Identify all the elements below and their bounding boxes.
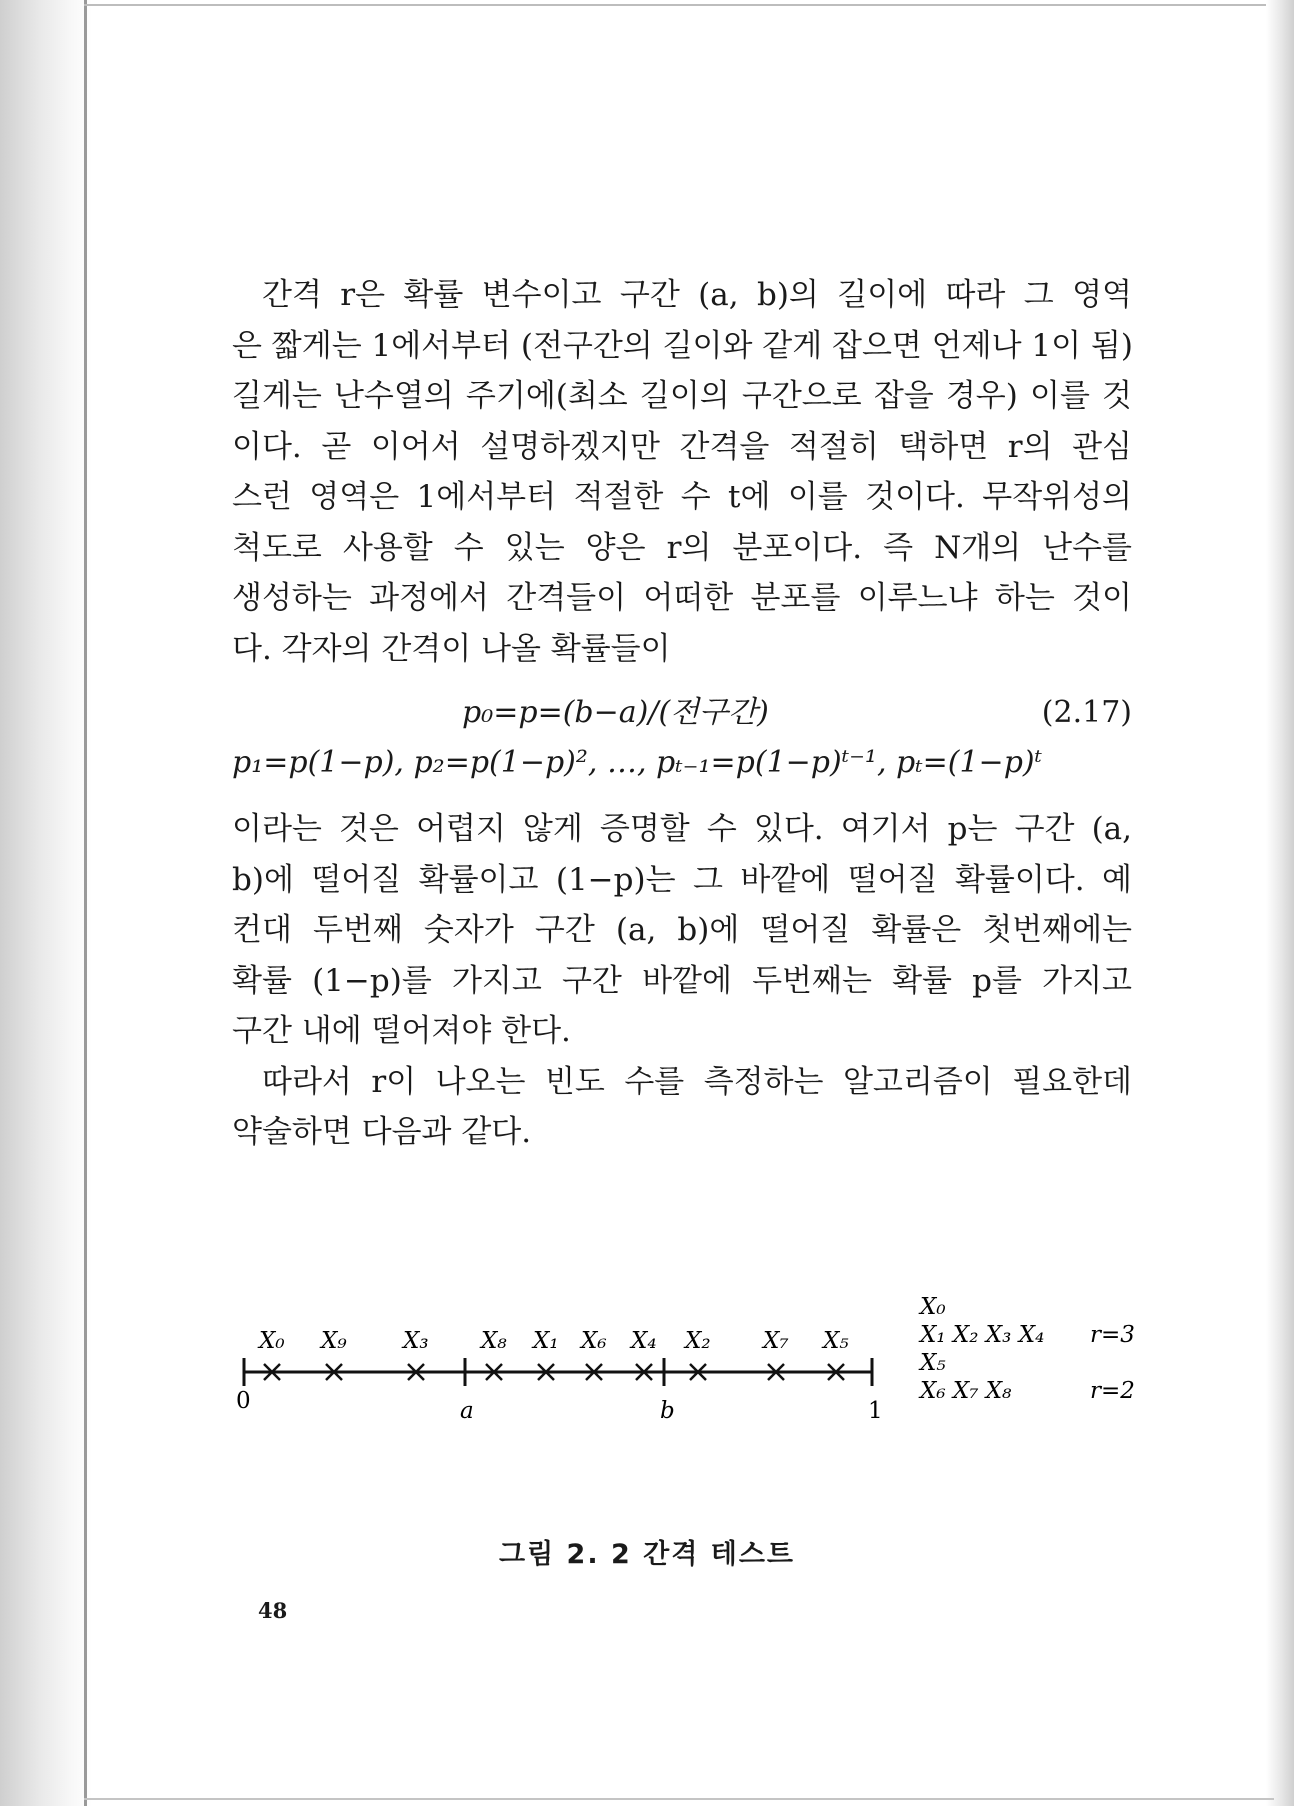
paragraph-2 xyxy=(232,804,1132,1057)
point-label-7: X₂ xyxy=(685,1328,711,1354)
axis-label-a: a xyxy=(460,1398,474,1424)
axis-label-b: b xyxy=(660,1398,675,1424)
page-top-edge xyxy=(84,4,1274,6)
text-line: 컨대 두번째 숫자가 구간 (a, b)에 떨어질 확률은 첫번째에는 xyxy=(232,912,1132,948)
page-number: 48 xyxy=(258,1598,288,1623)
figure-caption: 그림 2. 2 간격 테스트 xyxy=(498,1539,795,1570)
equation-line-1 xyxy=(232,688,1132,738)
equation-2-17 xyxy=(232,688,1132,796)
text-line: 척도로 사용할 수 있는 양은 r의 분포이다. 즉 N개의 난수를 xyxy=(232,529,1132,566)
group-r-1: r=3 xyxy=(1090,1322,1135,1348)
group-r-3: r=2 xyxy=(1090,1378,1135,1404)
point-labels xyxy=(257,1328,849,1354)
text-line: 은 짧게는 1에서부터 (전구간의 길이와 같게 잡으면 언제나 1이 됨) xyxy=(232,327,1133,364)
gap-test-figure xyxy=(232,1290,1152,1450)
point-label-1: X₉ xyxy=(321,1328,347,1354)
equation-number: (2.17) xyxy=(1041,695,1132,730)
paragraph-3 xyxy=(232,1057,1132,1158)
equation-line-2: p₁=p(1−p), p₂=p(1−p)², …, pₜ₋₁=p(1−p)ᵗ⁻¹, pₜ=(1−p)ᵗ xyxy=(232,745,1042,780)
text-line: 약술하면 다음과 같다. xyxy=(232,1114,532,1150)
point-label-4: X₁ xyxy=(533,1328,559,1354)
text-line: 간격 r은 확률 변수이고 구간 (a, b)의 길이에 따라 그 영역 xyxy=(262,277,1132,313)
point-label-9: X₅ xyxy=(823,1328,849,1354)
point-label-2: X₃ xyxy=(403,1328,429,1354)
group-members-1: X₁ X₂ X₃ X₄ xyxy=(920,1322,1045,1348)
group-members-3: X₆ X₇ X₈ xyxy=(920,1378,1012,1404)
text-line: b)에 떨어질 확률이고 (1−p)는 그 바깥에 떨어질 확률이다. 예 xyxy=(232,861,1132,898)
text-line: 길게는 난수열의 주기에(최소 길이의 구간으로 잡을 경우) 이를 것 xyxy=(232,378,1132,414)
paragraph-1 xyxy=(232,270,1132,674)
equation-left: p₀=p=(b−a)/(전구간) xyxy=(462,695,769,730)
text-line: 이다. 곧 이어서 설명하겠지만 간격을 적절히 택하면 r의 관심 xyxy=(232,428,1132,465)
point-label-5: X₆ xyxy=(581,1328,607,1354)
axis-label-one: 1 xyxy=(868,1398,883,1424)
group-members-2: X₅ xyxy=(920,1350,946,1376)
point-label-3: X₈ xyxy=(481,1328,507,1354)
group-members-0: X₀ xyxy=(920,1294,946,1320)
axis-label-zero: 0 xyxy=(236,1388,251,1414)
page-bottom-edge xyxy=(84,1798,1274,1800)
text-line: 구간 내에 떨어져야 한다. xyxy=(232,1013,571,1049)
text-line: 생성하는 과정에서 간격들이 어떠한 분포를 이루느냐 하는 것이 xyxy=(232,580,1132,616)
text-line: 따라서 r이 나오는 빈도 수를 측정하는 알고리즘이 필요한데 xyxy=(262,1063,1132,1100)
body-text xyxy=(232,270,1132,1158)
text-line: 확률 (1−p)를 가지고 구간 바깥에 두번째는 확률 p를 가지고 xyxy=(232,962,1132,999)
text-line: 다. 각자의 간격이 나올 확률들이 xyxy=(232,630,671,667)
text-line: 스런 영역은 1에서부터 적절한 수 t에 이를 것이다. 무작위성의 xyxy=(232,479,1132,515)
point-label-6: X₄ xyxy=(631,1328,657,1354)
point-label-0: X₀ xyxy=(259,1328,285,1354)
text-line: 이라는 것은 어렵지 않게 증명할 수 있다. 여기서 p는 구간 (a, xyxy=(232,811,1132,847)
point-label-8: X₇ xyxy=(763,1328,789,1354)
